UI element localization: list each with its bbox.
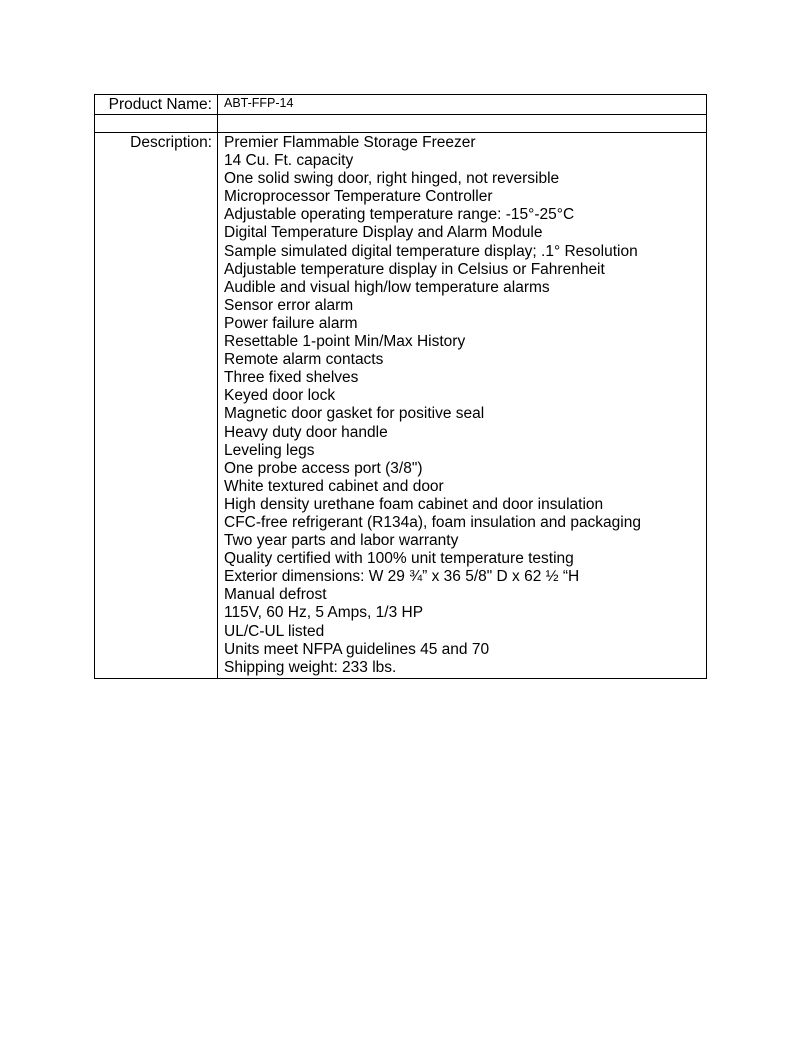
product-spec-table — [94, 94, 707, 679]
description-list — [224, 134, 706, 677]
description-line: Units meet NFPA guidelines 45 and 70 — [224, 640, 490, 658]
description-line: CFC-free refrigerant (R134a), foam insulation and packaging — [224, 513, 641, 531]
description-line: Remote alarm contacts — [224, 351, 384, 369]
description-line: White textured cabinet and door — [224, 477, 444, 495]
description-line: 14 Cu. Ft. capacity — [224, 152, 354, 170]
description-line: Quality certified with 100% unit temperature testing — [224, 550, 574, 568]
description-line: UL/C-UL listed — [224, 622, 325, 640]
description-line: Magnetic door gasket for positive seal — [224, 405, 485, 423]
description-line: Exterior dimensions: W 29 ¾” x 36 5/8" D x 62 ½ “H — [224, 568, 580, 586]
description-line: Manual defrost — [224, 586, 327, 604]
description-line: Sample simulated digital temperature display; .1° Resolution — [224, 242, 638, 260]
description-line: High density urethane foam cabinet and door insulation — [224, 495, 604, 513]
description-line: Heavy duty door handle — [224, 423, 388, 441]
description-line: Digital Temperature Display and Alarm Module — [224, 224, 543, 242]
spacer-cell-value — [218, 115, 707, 133]
description-line: Leveling legs — [224, 441, 315, 459]
description-line: Two year parts and labor warranty — [224, 532, 459, 550]
description-line: One probe access port (3/8") — [224, 459, 423, 477]
description-line: 115V, 60 Hz, 5 Amps, 1/3 HP — [224, 604, 424, 622]
product-name-label: Product Name: — [95, 95, 218, 115]
description-line: Resettable 1-point Min/Max History — [224, 333, 466, 351]
description-line: Keyed door lock — [224, 387, 336, 405]
spacer-row — [95, 115, 707, 133]
description-row — [95, 133, 707, 679]
description-line: Three fixed shelves — [224, 369, 359, 387]
description-label: Description: — [95, 133, 218, 679]
description-line: Shipping weight: 233 lbs. — [224, 658, 397, 676]
description-line: One solid swing door, right hinged, not reversible — [224, 170, 560, 188]
spacer-cell-label — [95, 115, 218, 133]
description-line: Sensor error alarm — [224, 296, 354, 314]
description-line: Microprocessor Temperature Controller — [224, 188, 493, 206]
description-line: Adjustable temperature display in Celsius or Fahrenheit — [224, 260, 605, 278]
description-line: Audible and visual high/low temperature alarms — [224, 278, 550, 296]
description-line: Premier Flammable Storage Freezer — [224, 134, 476, 151]
description-line: Adjustable operating temperature range: -15°-25°C — [224, 206, 575, 224]
product-name-value: ABT-FFP-14 — [218, 95, 707, 115]
description-line: Power failure alarm — [224, 314, 358, 332]
description-cell — [218, 133, 707, 679]
product-name-row — [95, 95, 707, 115]
